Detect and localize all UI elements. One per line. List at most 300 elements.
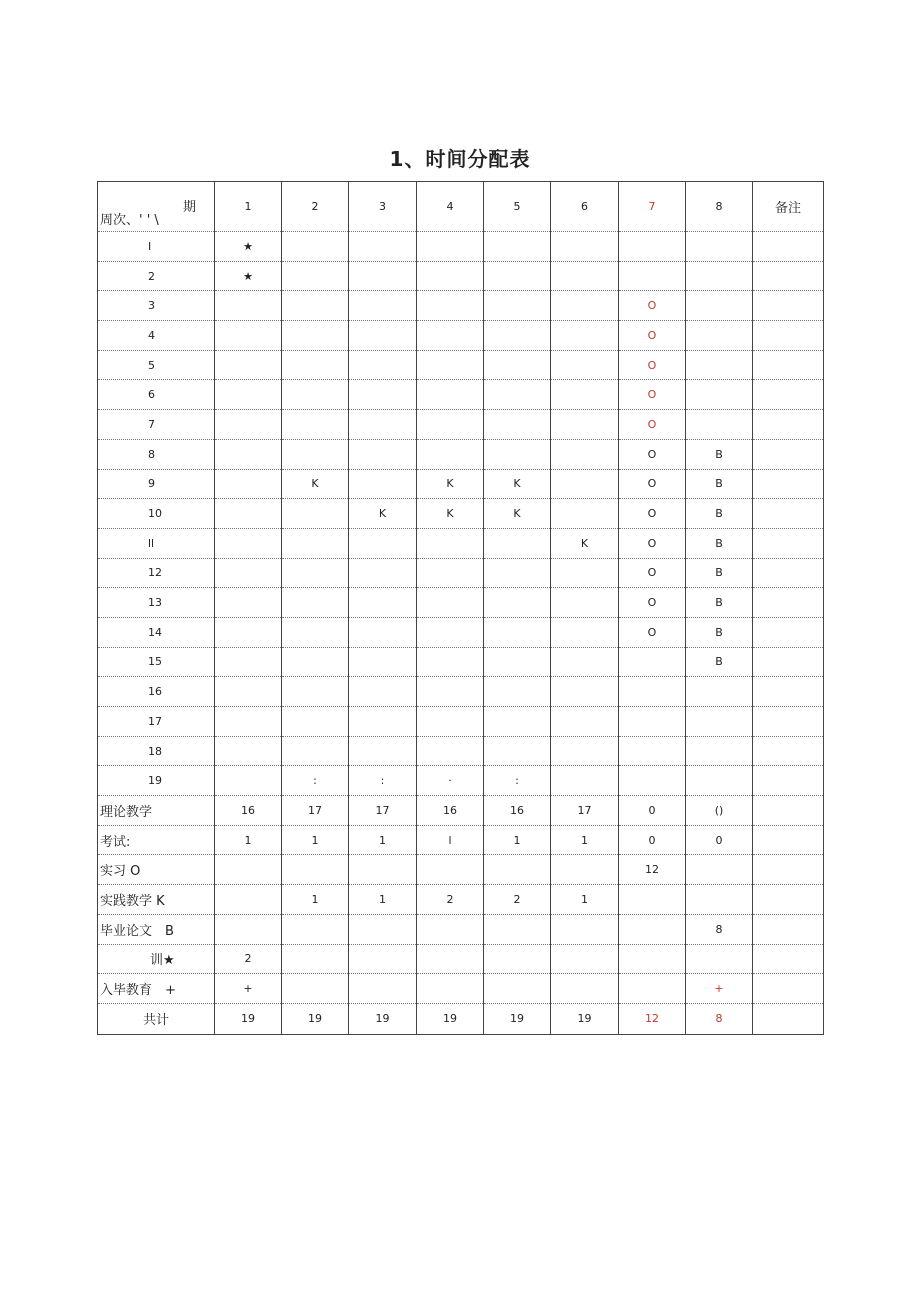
- summary-cell: [215, 914, 282, 944]
- week-cell: [484, 736, 551, 766]
- summary-cell: [417, 944, 484, 974]
- week-cell: [349, 677, 417, 707]
- header-row: [98, 182, 824, 232]
- week-cell: [215, 766, 282, 796]
- week-cell: [417, 736, 484, 766]
- summary-label: 理论教学: [98, 796, 215, 826]
- week-cell: [686, 380, 753, 410]
- week-cell: [349, 321, 417, 351]
- summary-label: 入毕教育 +: [98, 974, 215, 1004]
- page-title: 1、时间分配表: [389, 147, 531, 171]
- semester-header-5: 5: [484, 182, 551, 232]
- week-cell: [282, 707, 349, 737]
- remark-cell: [753, 647, 824, 677]
- week-cell: B: [686, 558, 753, 588]
- summary-label: 实习 O: [98, 855, 215, 885]
- week-cell: [551, 350, 619, 380]
- summary-cell: [686, 885, 753, 915]
- week-cell: [349, 350, 417, 380]
- summary-cell: [417, 914, 484, 944]
- week-cell: [349, 617, 417, 647]
- week-row: [98, 350, 824, 380]
- week-cell: [484, 232, 551, 262]
- week-cell: B: [686, 469, 753, 499]
- week-cell: [417, 410, 484, 440]
- week-cell: O: [619, 380, 686, 410]
- week-cell: [686, 321, 753, 351]
- week-cell: O: [619, 291, 686, 321]
- week-cell: :: [484, 766, 551, 796]
- week-cell: O: [619, 350, 686, 380]
- summary-cell: [349, 944, 417, 974]
- summary-cell: 0: [619, 796, 686, 826]
- week-cell: [551, 380, 619, 410]
- week-axis-label: 周次、' ' \: [100, 213, 159, 228]
- summary-cell: [417, 855, 484, 885]
- week-cell: [349, 232, 417, 262]
- summary-cell: 19: [282, 1003, 349, 1034]
- week-cell: [349, 707, 417, 737]
- week-cell: B: [686, 617, 753, 647]
- week-cell: [484, 261, 551, 291]
- week-cell: :: [282, 766, 349, 796]
- week-cell: [686, 261, 753, 291]
- week-cell: [215, 350, 282, 380]
- week-cell: [686, 350, 753, 380]
- week-cell: [215, 647, 282, 677]
- week-label: 2: [98, 261, 215, 291]
- summary-cell: [686, 855, 753, 885]
- summary-cell: 1: [349, 885, 417, 915]
- summary-cell: [484, 944, 551, 974]
- remark-cell: [753, 974, 824, 1004]
- week-row: [98, 380, 824, 410]
- semester-header-8: 8: [686, 182, 753, 232]
- week-cell: K: [349, 499, 417, 529]
- week-cell: [349, 647, 417, 677]
- week-cell: [282, 232, 349, 262]
- week-cell: O: [619, 439, 686, 469]
- summary-cell: [282, 974, 349, 1004]
- week-cell: [686, 736, 753, 766]
- week-cell: [282, 439, 349, 469]
- week-cell: [282, 617, 349, 647]
- summary-cell: [619, 944, 686, 974]
- remark-header: 备注: [753, 182, 824, 232]
- week-cell: [619, 766, 686, 796]
- week-cell: [417, 558, 484, 588]
- week-cell: B: [686, 647, 753, 677]
- summary-cell: 1: [551, 885, 619, 915]
- week-cell: [417, 232, 484, 262]
- summary-cell: [349, 855, 417, 885]
- week-label: 16: [98, 677, 215, 707]
- week-row: [98, 736, 824, 766]
- week-row: [98, 469, 824, 499]
- summary-cell: 17: [349, 796, 417, 826]
- week-cell: [619, 647, 686, 677]
- week-label: 7: [98, 410, 215, 440]
- summary-cell: 1: [215, 825, 282, 855]
- week-cell: ·: [417, 766, 484, 796]
- week-cell: [551, 261, 619, 291]
- summary-label: 实践教学 K: [98, 885, 215, 915]
- summary-label: 训★: [98, 944, 215, 974]
- week-cell: [686, 677, 753, 707]
- week-cell: [215, 617, 282, 647]
- remark-cell: [753, 914, 824, 944]
- summary-cell: 17: [551, 796, 619, 826]
- summary-row: [98, 796, 824, 826]
- remark-cell: [753, 796, 824, 826]
- summary-row: [98, 944, 824, 974]
- remark-cell: [753, 617, 824, 647]
- week-cell: [484, 528, 551, 558]
- week-cell: [551, 232, 619, 262]
- week-cell: ★: [215, 232, 282, 262]
- week-cell: [215, 410, 282, 440]
- week-row: [98, 528, 824, 558]
- summary-cell: [551, 914, 619, 944]
- week-label: 13: [98, 588, 215, 618]
- week-cell: [282, 499, 349, 529]
- week-label: 17: [98, 707, 215, 737]
- summary-row: [98, 855, 824, 885]
- week-cell: [349, 439, 417, 469]
- summary-cell: 2: [417, 885, 484, 915]
- week-cell: [349, 469, 417, 499]
- week-label: 4: [98, 321, 215, 351]
- diagonal-header-cell: [98, 182, 215, 232]
- week-cell: [215, 321, 282, 351]
- summary-row: [98, 914, 824, 944]
- summary-label: 毕业论文 B: [98, 914, 215, 944]
- summary-cell: (): [686, 796, 753, 826]
- remark-cell: [753, 232, 824, 262]
- remark-cell: [753, 321, 824, 351]
- week-row: [98, 558, 824, 588]
- summary-cell: [282, 914, 349, 944]
- week-row: [98, 439, 824, 469]
- summary-cell: [619, 885, 686, 915]
- semester-header-4: 4: [417, 182, 484, 232]
- semester-axis-label: 期: [182, 200, 196, 215]
- week-cell: [349, 291, 417, 321]
- week-cell: O: [619, 321, 686, 351]
- week-cell: [282, 528, 349, 558]
- week-cell: O: [619, 617, 686, 647]
- week-row: [98, 232, 824, 262]
- week-cell: O: [619, 469, 686, 499]
- summary-cell: [417, 974, 484, 1004]
- week-cell: B: [686, 588, 753, 618]
- week-cell: [417, 261, 484, 291]
- week-cell: [282, 410, 349, 440]
- summary-cell: +: [686, 974, 753, 1004]
- summary-cell: 12: [619, 855, 686, 885]
- summary-cell: 12: [619, 1003, 686, 1034]
- summary-cell: 1: [282, 885, 349, 915]
- week-cell: O: [619, 588, 686, 618]
- week-label: 12: [98, 558, 215, 588]
- summary-cell: 0: [619, 825, 686, 855]
- remark-cell: [753, 380, 824, 410]
- week-row: [98, 291, 824, 321]
- week-label: 15: [98, 647, 215, 677]
- week-cell: [686, 291, 753, 321]
- week-label: 5: [98, 350, 215, 380]
- week-cell: [619, 677, 686, 707]
- week-cell: [686, 232, 753, 262]
- week-cell: [551, 617, 619, 647]
- week-cell: [484, 617, 551, 647]
- week-cell: [215, 677, 282, 707]
- week-cell: [215, 499, 282, 529]
- summary-row: [98, 974, 824, 1004]
- remark-cell: [753, 885, 824, 915]
- week-cell: [417, 647, 484, 677]
- summary-cell: [484, 855, 551, 885]
- remark-cell: [753, 469, 824, 499]
- week-cell: [349, 558, 417, 588]
- summary-cell: 19: [484, 1003, 551, 1034]
- week-cell: [417, 588, 484, 618]
- week-cell: [215, 558, 282, 588]
- week-row: [98, 617, 824, 647]
- week-cell: [484, 321, 551, 351]
- summary-cell: [551, 944, 619, 974]
- week-cell: [484, 350, 551, 380]
- week-cell: :: [349, 766, 417, 796]
- summary-cell: [484, 914, 551, 944]
- semester-header-2: 2: [282, 182, 349, 232]
- week-cell: [349, 528, 417, 558]
- summary-cell: +: [215, 974, 282, 1004]
- semester-header-1: 1: [215, 182, 282, 232]
- remark-cell: [753, 766, 824, 796]
- week-cell: [282, 321, 349, 351]
- week-label: I: [98, 232, 215, 262]
- week-cell: [282, 677, 349, 707]
- week-cell: [215, 439, 282, 469]
- week-cell: [282, 588, 349, 618]
- week-cell: [551, 439, 619, 469]
- summary-cell: [551, 855, 619, 885]
- summary-cell: 2: [484, 885, 551, 915]
- summary-cell: 16: [484, 796, 551, 826]
- week-label: 6: [98, 380, 215, 410]
- week-cell: [619, 736, 686, 766]
- week-cell: [551, 766, 619, 796]
- week-cell: [551, 410, 619, 440]
- week-cell: [484, 588, 551, 618]
- week-label: 14: [98, 617, 215, 647]
- week-row: [98, 707, 824, 737]
- summary-row: [98, 885, 824, 915]
- week-cell: [484, 707, 551, 737]
- remark-cell: [753, 528, 824, 558]
- week-cell: O: [619, 410, 686, 440]
- week-cell: [215, 588, 282, 618]
- summary-cell: [619, 974, 686, 1004]
- week-row: [98, 766, 824, 796]
- week-cell: [551, 707, 619, 737]
- week-label: 18: [98, 736, 215, 766]
- remark-cell: [753, 736, 824, 766]
- summary-cell: 17: [282, 796, 349, 826]
- summary-cell: 1: [551, 825, 619, 855]
- remark-cell: [753, 439, 824, 469]
- summary-cell: 19: [349, 1003, 417, 1034]
- week-cell: [484, 439, 551, 469]
- week-label: 10: [98, 499, 215, 529]
- week-cell: [619, 232, 686, 262]
- week-cell: [215, 380, 282, 410]
- week-cell: [484, 647, 551, 677]
- week-row: [98, 321, 824, 351]
- week-cell: [551, 647, 619, 677]
- week-cell: ★: [215, 261, 282, 291]
- week-cell: [619, 707, 686, 737]
- remark-cell: [753, 499, 824, 529]
- remark-cell: [753, 350, 824, 380]
- week-cell: [686, 410, 753, 440]
- time-allocation-table: [97, 181, 824, 1035]
- week-cell: [417, 617, 484, 647]
- summary-cell: 0: [686, 825, 753, 855]
- week-cell: [619, 261, 686, 291]
- semester-header-7: 7: [619, 182, 686, 232]
- summary-label: 共计: [98, 1003, 215, 1034]
- summary-row: [98, 1003, 824, 1034]
- week-cell: [282, 736, 349, 766]
- week-cell: [551, 736, 619, 766]
- summary-cell: [551, 974, 619, 1004]
- week-cell: [484, 677, 551, 707]
- week-cell: [417, 707, 484, 737]
- week-cell: [551, 677, 619, 707]
- summary-cell: [349, 914, 417, 944]
- week-cell: O: [619, 528, 686, 558]
- week-cell: [215, 707, 282, 737]
- remark-cell: [753, 291, 824, 321]
- week-label: 3: [98, 291, 215, 321]
- week-cell: [215, 528, 282, 558]
- week-cell: B: [686, 499, 753, 529]
- summary-cell: 2: [215, 944, 282, 974]
- week-row: [98, 647, 824, 677]
- week-cell: K: [484, 469, 551, 499]
- summary-cell: 19: [215, 1003, 282, 1034]
- week-row: [98, 677, 824, 707]
- week-cell: [551, 499, 619, 529]
- week-cell: [551, 558, 619, 588]
- week-cell: [551, 469, 619, 499]
- week-cell: [349, 261, 417, 291]
- summary-cell: 8: [686, 914, 753, 944]
- week-cell: [282, 558, 349, 588]
- summary-cell: 1: [349, 825, 417, 855]
- week-cell: [551, 588, 619, 618]
- summary-cell: 19: [417, 1003, 484, 1034]
- summary-cell: [215, 855, 282, 885]
- week-label: 19: [98, 766, 215, 796]
- summary-cell: 1: [282, 825, 349, 855]
- week-cell: [282, 350, 349, 380]
- week-cell: [551, 321, 619, 351]
- week-cell: [417, 439, 484, 469]
- week-cell: [484, 410, 551, 440]
- summary-label: 考试:: [98, 825, 215, 855]
- summary-cell: 16: [215, 796, 282, 826]
- week-cell: [417, 321, 484, 351]
- week-label: 9: [98, 469, 215, 499]
- week-row: [98, 261, 824, 291]
- week-cell: [686, 766, 753, 796]
- week-cell: B: [686, 528, 753, 558]
- week-cell: [349, 380, 417, 410]
- week-cell: K: [282, 469, 349, 499]
- week-cell: [417, 380, 484, 410]
- summary-cell: [484, 974, 551, 1004]
- week-cell: [215, 736, 282, 766]
- remark-cell: [753, 677, 824, 707]
- week-row: [98, 588, 824, 618]
- semester-header-6: 6: [551, 182, 619, 232]
- week-cell: B: [686, 439, 753, 469]
- week-label: ll: [98, 528, 215, 558]
- summary-row: [98, 825, 824, 855]
- summary-cell: [282, 944, 349, 974]
- week-cell: [417, 350, 484, 380]
- week-cell: [551, 291, 619, 321]
- remark-cell: [753, 944, 824, 974]
- week-cell: K: [417, 469, 484, 499]
- summary-cell: 19: [551, 1003, 619, 1034]
- week-cell: [282, 261, 349, 291]
- week-cell: O: [619, 558, 686, 588]
- week-cell: [686, 707, 753, 737]
- remark-cell: [753, 558, 824, 588]
- remark-cell: [753, 1003, 824, 1034]
- summary-cell: [282, 855, 349, 885]
- week-cell: [484, 291, 551, 321]
- week-cell: [349, 736, 417, 766]
- week-cell: [417, 677, 484, 707]
- week-row: [98, 499, 824, 529]
- summary-cell: [215, 885, 282, 915]
- summary-cell: 8: [686, 1003, 753, 1034]
- week-cell: [215, 291, 282, 321]
- week-cell: [417, 291, 484, 321]
- week-cell: [282, 380, 349, 410]
- week-cell: K: [417, 499, 484, 529]
- week-cell: O: [619, 499, 686, 529]
- summary-cell: 16: [417, 796, 484, 826]
- summary-cell: [619, 914, 686, 944]
- remark-cell: [753, 261, 824, 291]
- week-cell: [484, 558, 551, 588]
- summary-cell: 1: [484, 825, 551, 855]
- remark-cell: [753, 410, 824, 440]
- summary-cell: [349, 974, 417, 1004]
- remark-cell: [753, 855, 824, 885]
- summary-cell: l: [417, 825, 484, 855]
- week-cell: K: [484, 499, 551, 529]
- remark-cell: [753, 588, 824, 618]
- week-cell: [349, 410, 417, 440]
- week-label: 8: [98, 439, 215, 469]
